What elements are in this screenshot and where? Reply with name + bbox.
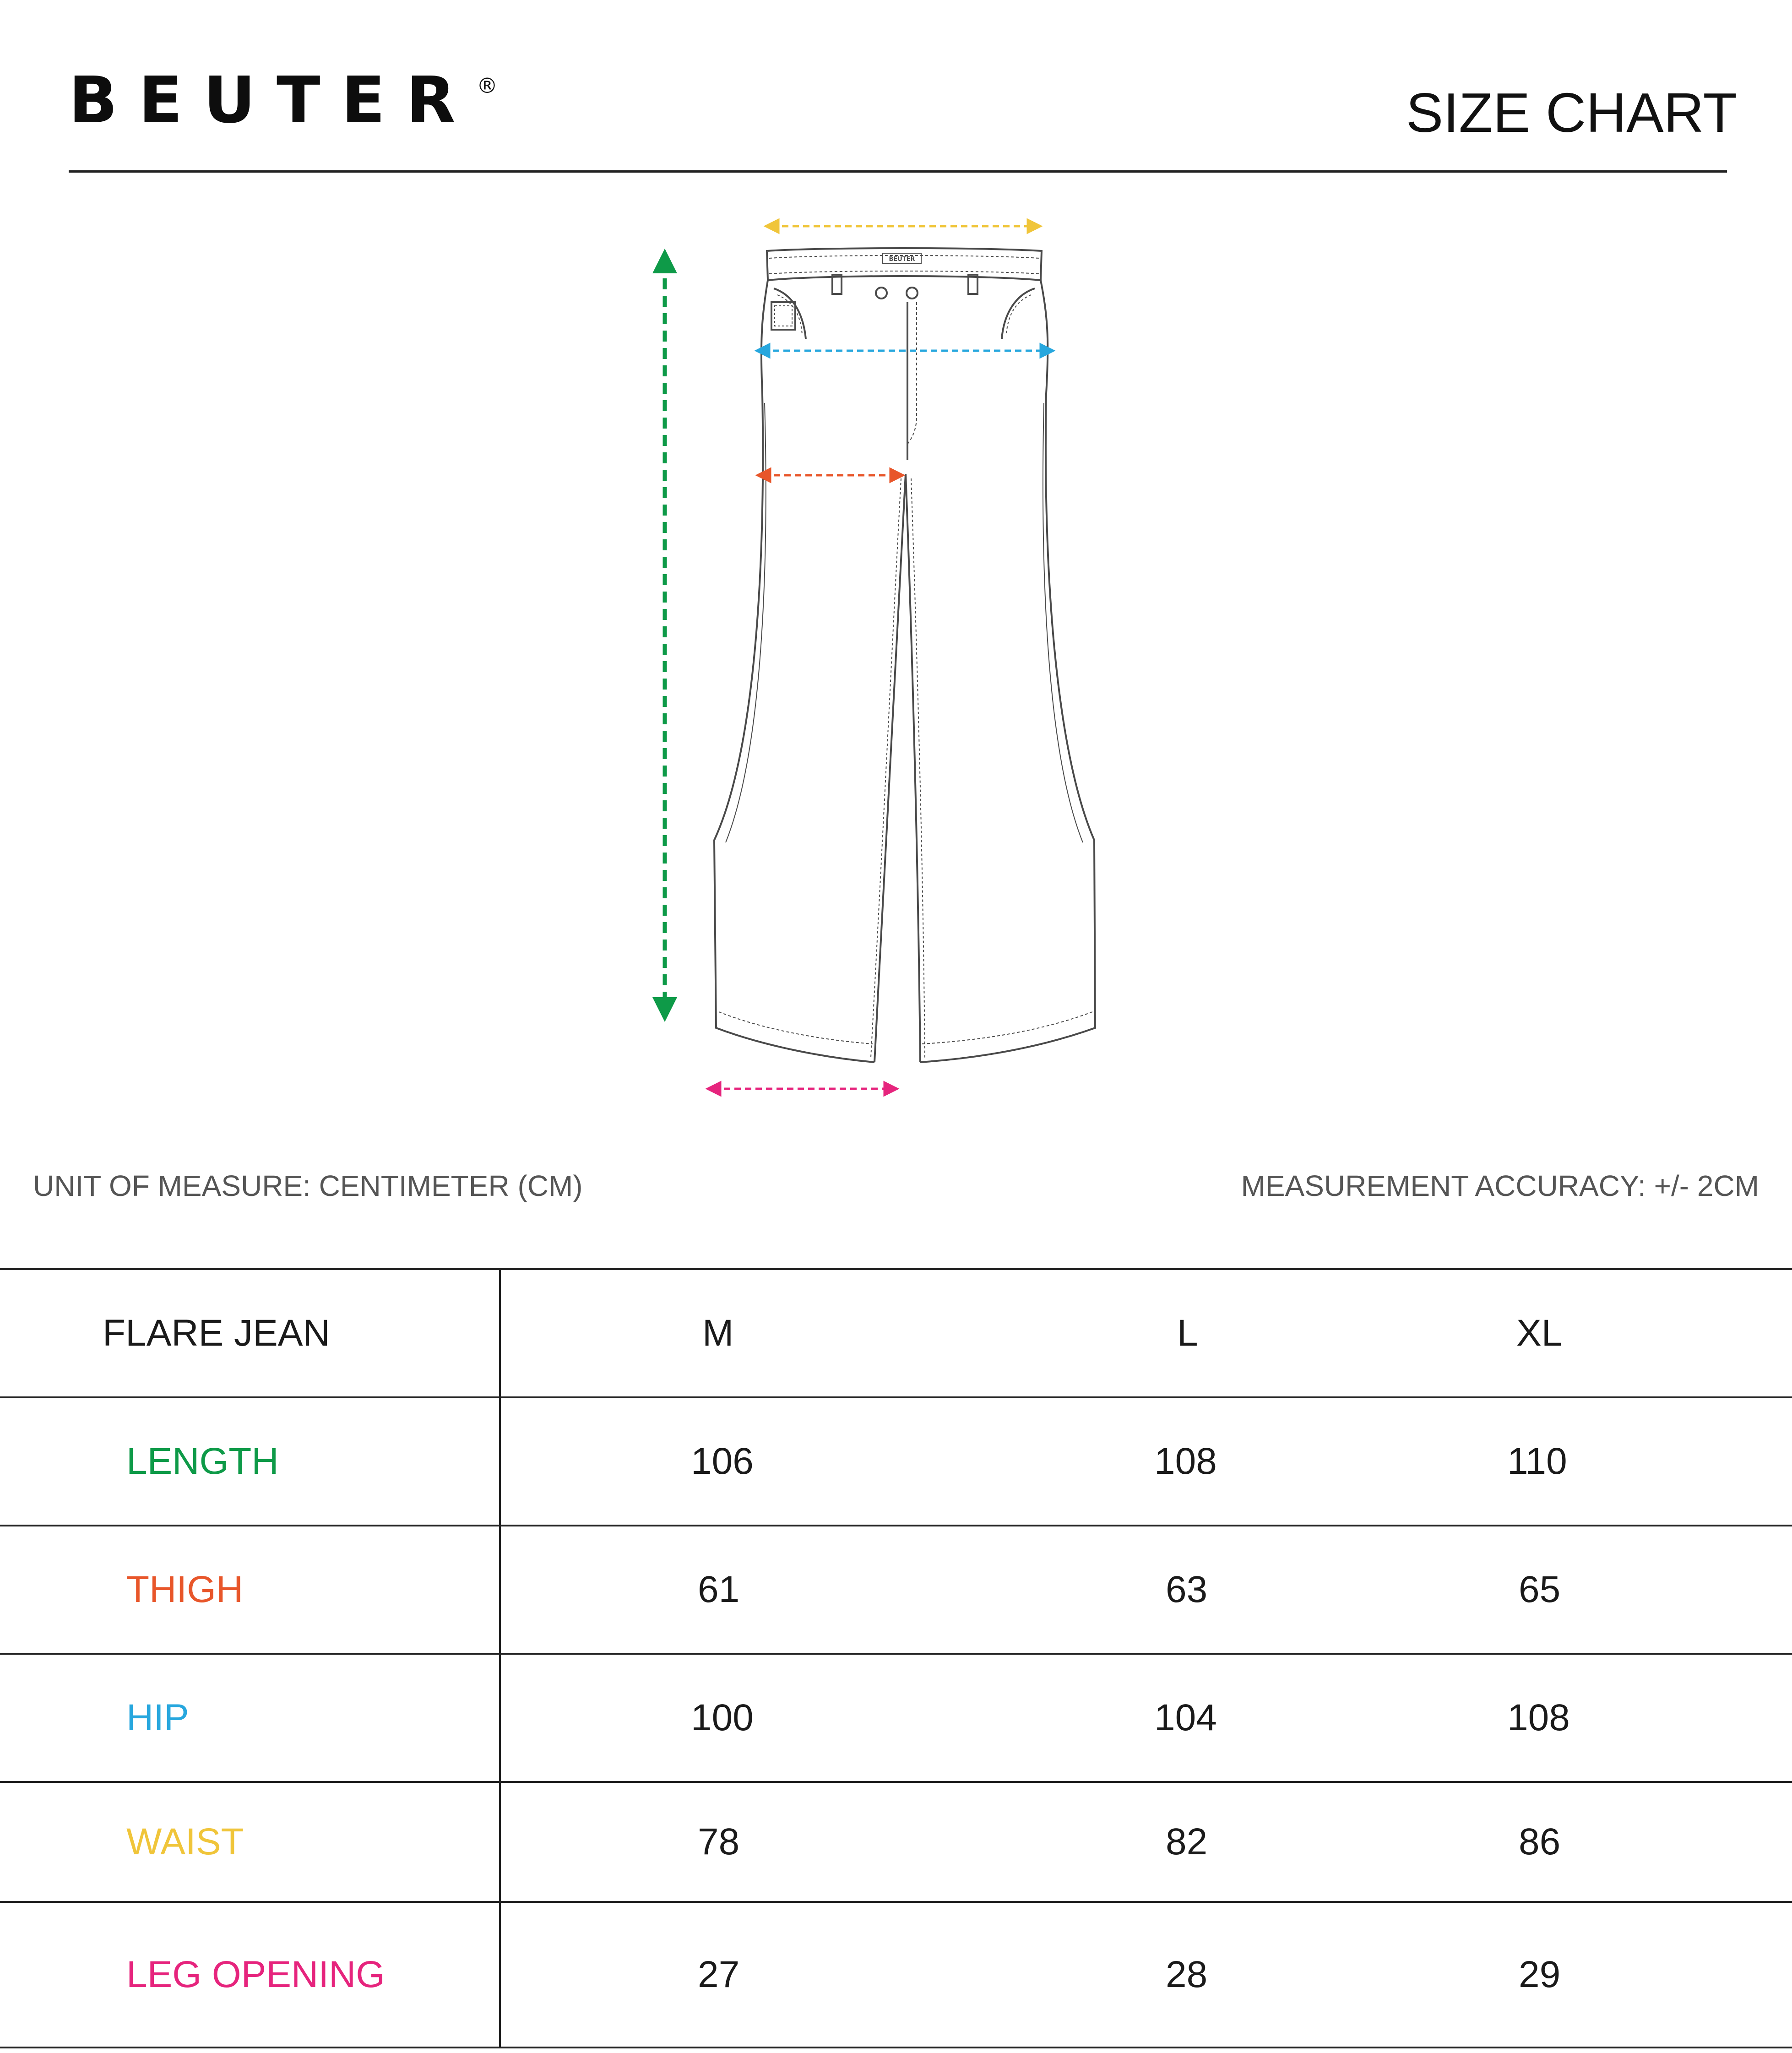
cell-hip-xl: 108 (1507, 1697, 1570, 1738)
size-table (0, 1268, 1792, 2048)
cell-hip-m: 100 (691, 1697, 754, 1738)
size-header-xl: XL (1516, 1312, 1563, 1354)
row-label-hip: HIP (0, 1654, 500, 1782)
table-header-row (0, 1269, 1792, 1397)
row-label-thigh: THIGH (0, 1526, 500, 1654)
cell-thigh-m: 61 (698, 1569, 740, 1610)
cell-waist-l: 82 (1166, 1821, 1208, 1863)
header-divider (69, 170, 1727, 173)
cell-waist-m: 78 (698, 1821, 740, 1863)
cell-hip-l: 104 (1154, 1697, 1217, 1738)
waistband-brand-text: BEUTER (889, 256, 915, 263)
row-label-length: LENGTH (0, 1397, 500, 1526)
jeans-outline (714, 248, 1095, 1062)
cell-thigh-xl: 65 (1519, 1569, 1561, 1610)
size-header-m: M (702, 1312, 734, 1354)
jean-diagram (632, 201, 1117, 1113)
cell-thigh-l: 63 (1166, 1569, 1208, 1610)
cell-length-xl: 110 (1507, 1440, 1567, 1482)
cell-length-m: 106 (691, 1440, 754, 1482)
table-row-waist (0, 1782, 1792, 1902)
brand-logo (69, 63, 498, 138)
cell-waist-xl: 86 (1519, 1821, 1561, 1863)
page-title: SIZE CHART (1406, 81, 1737, 144)
cell-leg-opening-xl: 29 (1519, 1954, 1561, 1995)
cell-leg-opening-l: 28 (1166, 1954, 1208, 1995)
row-label-leg-opening: LEG OPENING (0, 1902, 500, 2048)
table-row-leg-opening (0, 1902, 1792, 2048)
table-row-hip (0, 1654, 1792, 1782)
flare-jean-drawing (632, 201, 1117, 1113)
registered-mark: ® (476, 73, 498, 98)
table-row-thigh (0, 1526, 1792, 1654)
cell-length-l: 108 (1154, 1440, 1217, 1482)
table-row-length (0, 1397, 1792, 1526)
product-name: FLARE JEAN (0, 1269, 500, 1397)
row-label-waist: WAIST (0, 1782, 500, 1902)
size-header-l: L (1177, 1312, 1198, 1354)
cell-leg-opening-m: 27 (698, 1954, 740, 1995)
measurement-accuracy-note: MEASUREMENT ACCURACY: +/- 2CM (1241, 1169, 1759, 1202)
unit-of-measure-note: UNIT OF MEASURE: CENTIMETER (CM) (33, 1169, 583, 1202)
brand-name: BEUTER (69, 63, 477, 138)
